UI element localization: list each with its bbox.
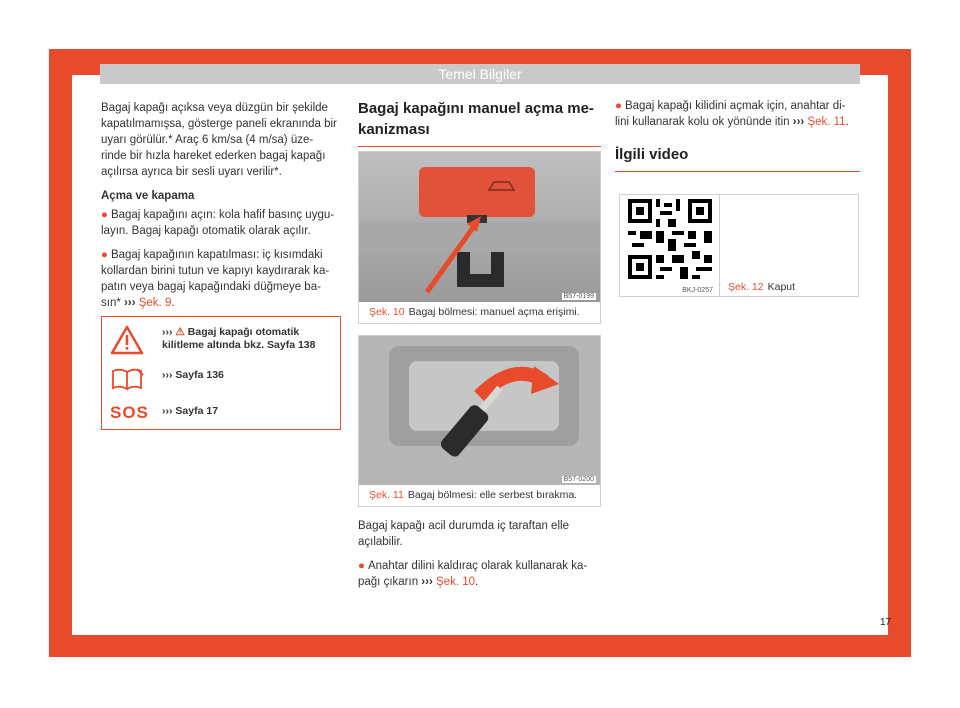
figure-11-image: B57-0200 <box>359 336 600 485</box>
page-number: 17 <box>880 617 892 628</box>
section-title-manual-release: Bagaj kapağını manuel açma me- kanizması <box>358 98 601 147</box>
bullet-icon: ● <box>358 560 365 572</box>
column-1 <box>101 100 341 319</box>
note-manual: ››› Sayfa 136 <box>162 369 224 381</box>
figure-12 <box>619 194 859 297</box>
bullet-icon: ● <box>101 209 108 221</box>
figure-10 <box>358 151 601 324</box>
emergency-paragraph: Bagaj kapağı acil durumda iç taraftan elle açılabilir. <box>358 520 569 548</box>
notes-box <box>101 316 341 430</box>
figure-link-9[interactable]: Şek. 9 <box>138 297 172 309</box>
warning-icon <box>110 325 144 360</box>
figure-link-10[interactable]: Şek. 10 <box>436 576 475 588</box>
note-warning: ››› ⚠ Bagaj kapağı otomatik kilitleme altında bkz. Sayfa 138 <box>162 326 316 351</box>
figure-link-11[interactable]: Şek. 11 <box>807 116 846 128</box>
section-title-related-video: İlgili video <box>615 144 860 172</box>
bullet-icon: ● <box>101 249 108 261</box>
figure-10-caption: Şek. 10 Bagaj bölmesi: manuel açma erişimi. <box>369 306 580 318</box>
figure-11 <box>358 335 601 507</box>
note-sos: ››› Sayfa 17 <box>162 405 219 417</box>
intro-paragraph: Bagaj kapağı açıksa veya düzgün bir şekilde kapatılmamışsa, gösterge paneli ekranında bir uyarı görülür.* Araç 6 km/sa (4 m/sa) üze- rinde bir hızla hareket ederken bagaj kapağı açılırsa ayrıca bir sesli uyarı verilir*. <box>101 102 337 178</box>
column-3 <box>615 98 861 172</box>
bullet-lever: ● Anahtar dilini kaldıraç olarak kullanarak ka- pağı çıkarın ››› Şek. 10. <box>358 560 588 588</box>
sos-icon: SOS <box>110 403 149 422</box>
page-header: Temel Bilgiler <box>100 64 860 84</box>
figure-10-image: B57-0199 <box>359 152 600 302</box>
bullet-unlock: ● Bagaj kapağı kilidini açmak için, anahtar di- lini kullanarak kolu ok yönünde itin ››› Şek. 11. <box>615 100 849 128</box>
bullet-close: ● Bagaj kapağının kapatılması: iç kısımdaki kollardan birini tutun ve kapıyı kaydırarak ka- patın veya bagaj kapağındaki düğmeye ba- sın* ››› Şek. 9. <box>101 249 330 309</box>
subheading-open-close: Açma ve kapama <box>101 190 195 202</box>
bullet-icon: ● <box>615 100 622 112</box>
figure-11-caption: Şek. 11 Bagaj bölmesi: elle serbest bırakma. <box>369 489 578 501</box>
figure-12-caption: Şek. 12 Kaput <box>728 281 796 293</box>
manual-book-icon <box>110 367 146 396</box>
bullet-open: ● Bagaj kapağını açın: kola hafif basınç uygu- layın. Bagaj kapağı otomatik olarak açılır. <box>101 209 335 237</box>
qr-code-icon[interactable]: BKJ-0257 <box>620 195 720 296</box>
column-2-text <box>358 518 601 598</box>
column-2 <box>358 98 601 147</box>
